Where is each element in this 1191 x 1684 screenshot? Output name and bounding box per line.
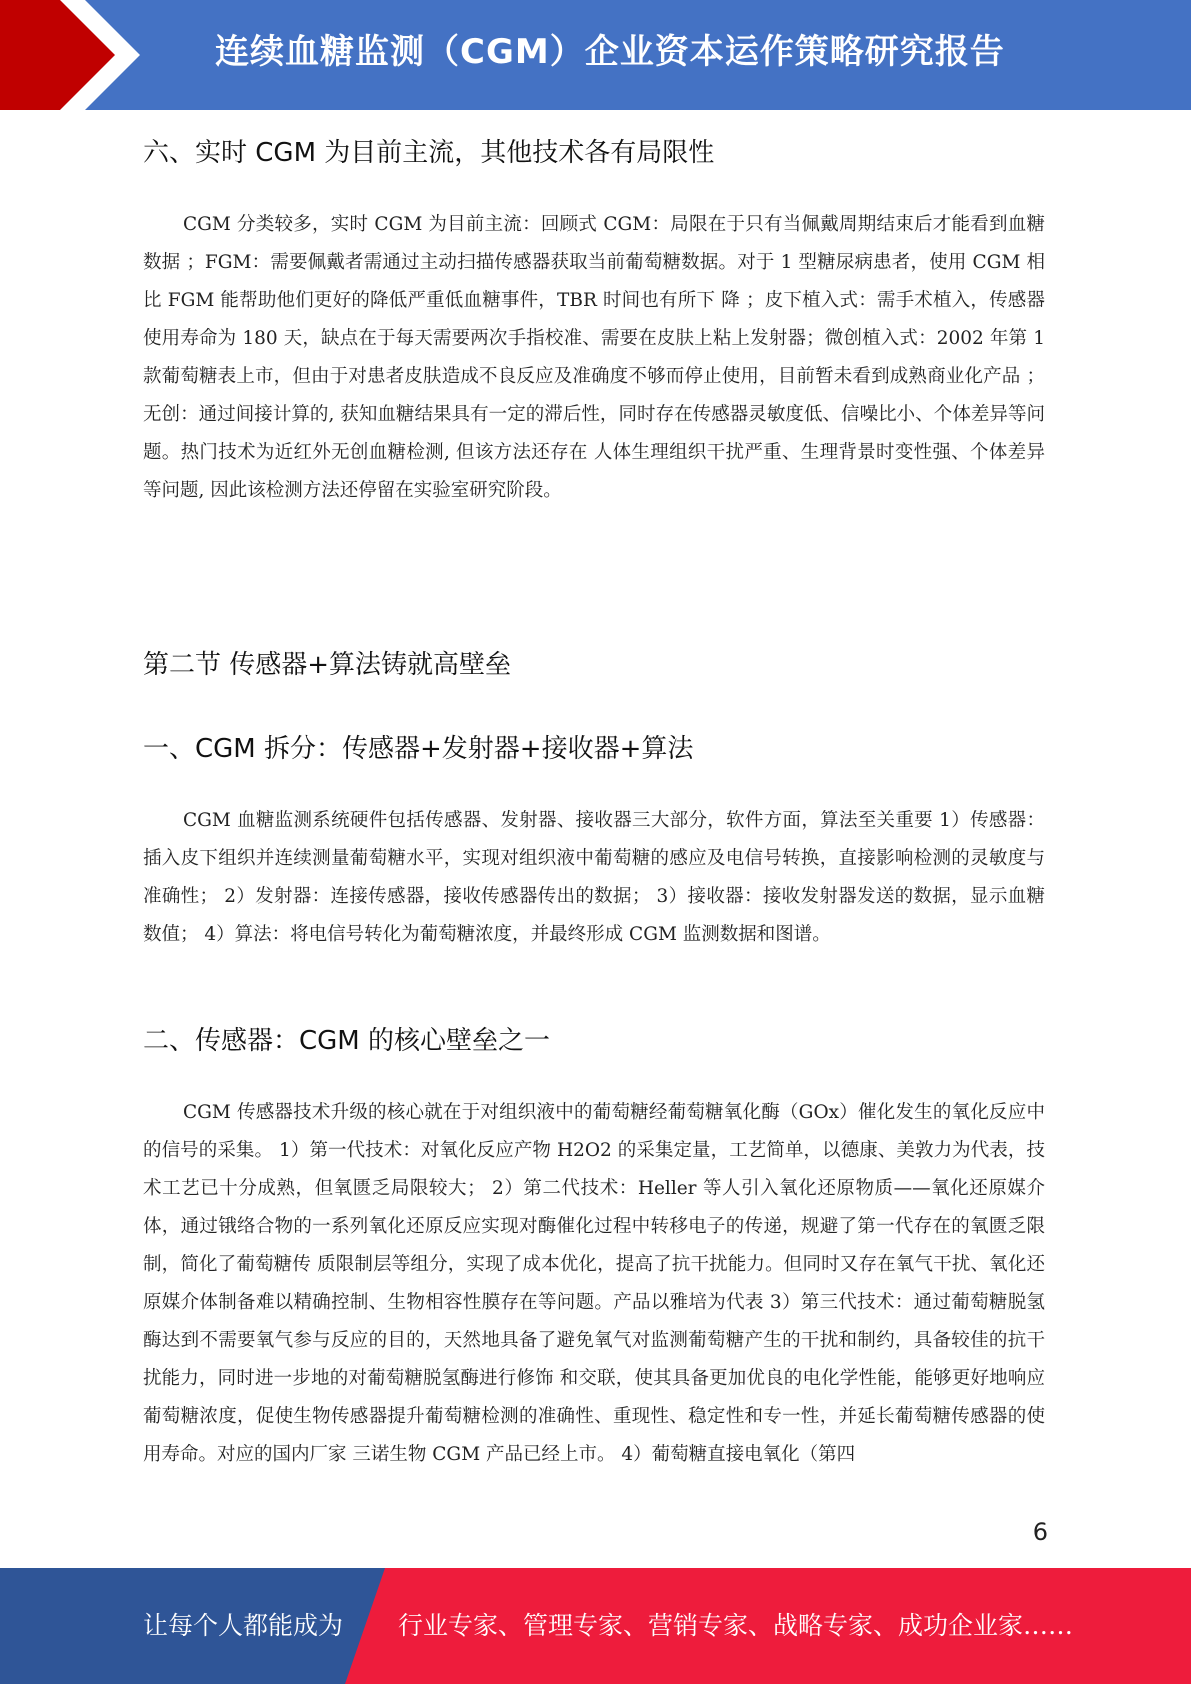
page-header-banner	[0, 0, 1191, 110]
heading-cgm-components: 一、CGM 拆分：传感器+发射器+接收器+算法	[143, 734, 694, 764]
page-footer-banner	[0, 1568, 1191, 1684]
heading-realtime-cgm: 六、实时 CGM 为目前主流，其他技术各有局限性	[143, 138, 715, 168]
heading-sensor-barrier: 二、传感器：CGM 的核心壁垒之一	[143, 1026, 550, 1056]
report-title: 连续血糖监测（CGM）企业资本运作策略研究报告	[215, 32, 1005, 72]
page-number: 6	[1032, 1518, 1048, 1546]
footer-slogan-right: 行业专家、管理专家、营销专家、战略专家、成功企业家……	[398, 1611, 1074, 1640]
paragraph-cgm-classification: CGM 分类较多，实时 CGM 为目前主流：回顾式 CGM：局限在于只有当佩戴周期结束后才能看到血糖数据 ；FGM：需要佩戴者需通过主动扫描传感器获取当前葡萄糖数据。对于 1 型糖尿病患者，使用 CGM 相比 FGM 能帮助他们更好的降低严重低血糖事件，TBR 时间也有所下 降 ；皮下植入式：需手术植入，传感器使用寿命为 180 天，缺点在于每天需要两次手指校准、需要在皮肤上粘上发射器；微创植入式：2002 年第 1 款葡萄糖表上市，但由于对患者皮肤造成不良反应及准确度不够而停止使用，目前暂未看到成熟商业化产品 ；无创：通过间接计算的, 获知血糖结果具有一定的滞后性，同时存在传感器灵敏度低、信噪比小、个体差异等问题。热门技术为近红外无创血糖检测, 但该方法还存在 人体生理组织干扰严重、生理背景时变性强、个体差异等问题, 因此该检测方法还停留在实验室研究阶段。	[143, 214, 1045, 501]
heading-section-two: 第二节 传感器+算法铸就高壁垒	[143, 650, 512, 680]
footer-slogan-left: 让每个人都能成为	[143, 1611, 344, 1640]
paragraph-cgm-components: CGM 血糖监测系统硬件包括传感器、发射器、接收器三大部分，软件方面，算法至关重要 1）传感器：插入皮下组织并连续测量葡萄糖水平，实现对组织液中葡萄糖的感应及电信号转换，直接影响检测的灵敏度与准确性； 2）发射器：连接传感器，接收传感器传出的数据； 3）接收器：接收发射器发送的数据，显示血糖数值； 4）算法：将电信号转化为葡萄糖浓度，并最终形成 CGM 监测数据和图谱。	[143, 810, 1045, 945]
paragraph-sensor-technology: CGM 传感器技术升级的核心就在于对组织液中的葡萄糖经葡萄糖氧化酶（GOx）催化发生的氧化反应中的信号的采集。 1）第一代技术：对氧化反应产物 H2O2 的采集定量，工艺简单，以德康、美敦力为代表，技术工艺已十分成熟，但氧匮乏局限较大； 2）第二代技术：Heller 等人引入氧化还原物质——氧化还原媒介体，通过锇络合物的一系列氧化还原反应实现对酶催化过程中转移电子的传递，规避了第一代存在的氧匮乏限制，简化了葡萄糖传 质限制层等组分，实现了成本优化，提高了抗干扰能力。但同时又存在氧气干扰、氧化还原媒介体制备难以精确控制、生物相容性膜存在等问题。产品以雅培为代表 3）第三代技术：通过葡萄糖脱氢酶达到不需要氧气参与反应的目的，天然地具备了避免氧气对监测葡萄糖产生的干扰和制约，具备较佳的抗干扰能力，同时进一步地的对葡萄糖脱氢酶进行修饰 和交联，使其具备更加优良的电化学性能，能够更好地响应葡萄糖浓度，促使生物传感器提升葡萄糖检测的准确性、重现性、稳定性和专一性，并延长葡萄糖传感器的使用寿命。对应的国内厂家 三诺生物 CGM 产品已经上市。 4）葡萄糖直接电氧化（第四	[143, 1102, 1045, 1465]
header-chevron-decoration	[0, 0, 160, 110]
